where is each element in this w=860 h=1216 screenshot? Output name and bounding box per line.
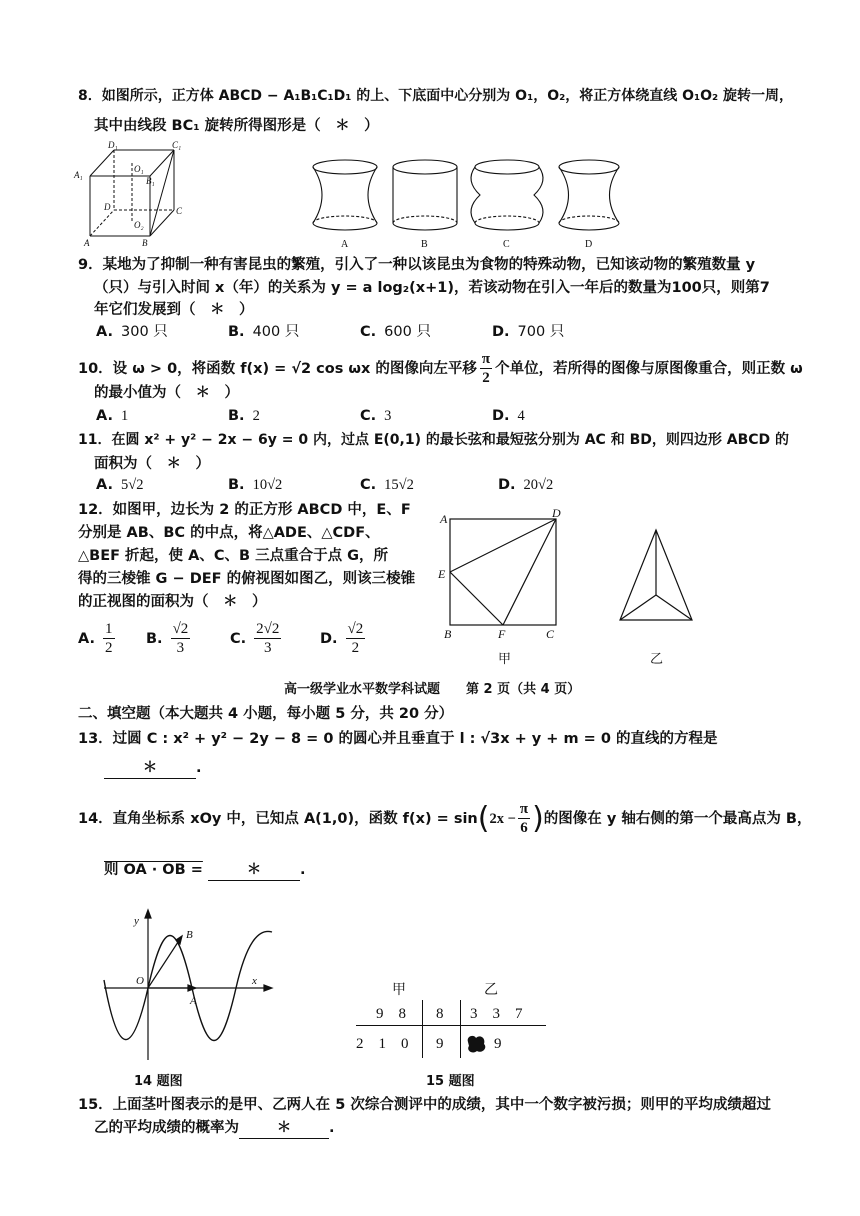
q9-line1: 9．某地为了抑制一种有害昆虫的繁殖，引入了一种以该昆虫为食物的特殊动物，已知该动物的繁殖数量 y [78,257,756,273]
row1-stem: 8 [436,1006,444,1022]
q9-option-d: D. 700 只 [492,324,565,340]
q10-option-a: A. 1 [96,408,129,424]
q14-graph [100,908,280,1068]
fig-label-B: B [444,627,452,641]
choice-label-D: D [585,239,593,250]
q14-line2: 则 OA · OB = ＊ . [104,860,305,881]
q8-line2: 其中由线段 BC₁ 旋转所得图形是（ ＊ ） [94,118,379,134]
q11-option-c: C. 15√2 [360,477,414,493]
q15-line2: 乙的平均成绩的概率为 ＊ . [94,1118,335,1139]
q11-line2: 面积为（ ＊ ） [94,456,210,472]
stem-header-yi: 乙 [484,982,498,998]
label-A1: A₁ [74,170,83,180]
label-B: B [142,238,148,248]
row2-stem: 9 [436,1036,444,1052]
label-C: C [176,206,183,216]
q8-choice-figures [300,155,620,255]
q9-line3: 年它们发展到（ ＊ ） [94,302,254,318]
q11-option-d: D. 20√2 [498,477,554,493]
q15-stem-leaf [356,980,556,1060]
section-heading: 二、填空题（本大题共 4 小题，每小题 5 分，共 20 分） [78,706,454,722]
q15-blank[interactable]: ＊ [239,1118,329,1139]
q8-line1: 8．如图所示，正方体 ABCD − A₁B₁C₁D₁ 的上、下底面中心分别为 O₁，O₂，将正方体绕直线 O₁O₂ 旋转一周， [78,88,794,104]
q15-line1: 15．上面茎叶图表示的是甲、乙两人在 5 次综合测评中的成绩，其中一个数字被污损；则甲的平均成绩超过 [78,1097,771,1113]
q12-figure-jia [436,505,576,670]
row2-right: 9 [494,1036,502,1052]
graph-label-O: O [136,975,144,987]
row1-right: 3 3 7 [470,1006,523,1022]
q10-line2: 的最小值为（ ＊ ） [94,385,239,401]
q12-line5: 的正视图的面积为（ ＊ ） [78,594,267,610]
label-C1: C₁ [172,140,182,150]
q10-option-c: C. 3 [360,408,392,424]
stem-header-jia: 甲 [392,982,406,998]
q9-option-b: B. 400 只 [228,324,300,340]
label-D: D [104,202,111,212]
q9-option-c: C. 600 只 [360,324,431,340]
choice-label-C: C [503,239,510,250]
choice-label-A: A [341,239,349,250]
q13-line1: 13．过圆 C : x² + y² − 2y − 8 = 0 的圆心并且垂直于 l : √3x + y + m = 0 的直线的方程是 [78,731,718,747]
row2-left: 2 1 0 [356,1036,409,1052]
q13-answer: ＊ . [104,758,202,779]
q12-line4: 得的三棱锥 G − DEF 的俯视图如图乙，则该三棱锥 [78,571,416,587]
graph-label-y: y [134,915,139,927]
q12-option-c: C. $\frac{2√2}{3}$ [230,621,280,656]
caption-yi: 乙 [650,652,664,667]
q12-option-d: D. $\frac{√2}{2}$ [320,621,364,656]
label-O2: O₂ [134,220,144,230]
q14-caption: 14 题图 [134,1074,183,1089]
q10-option-d: D. 4 [492,408,525,424]
q9-option-a: A. 300 只 [96,324,168,340]
label-A: A [84,238,90,248]
q11-line1: 11．在圆 x² + y² − 2x − 6y = 0 内，过点 E(0,1) 的最长弦和最短弦分别为 AC 和 BD，则四边形 ABCD 的 [78,432,790,448]
label-D1: D₁ [108,140,118,150]
label-O1: O₁ [134,164,144,174]
fig-label-D: D [552,506,561,520]
fig-label-A: A [440,512,448,526]
label-B1: B₁ [146,176,155,186]
q14-blank[interactable]: ＊ [208,860,300,881]
graph-label-A: A [190,995,197,1007]
fig-label-C: C [546,627,555,641]
q13-blank[interactable]: ＊ [104,758,196,779]
q12-option-b: B. $\frac{√2}{3}$ [146,621,189,656]
row1-left: 9 8 [376,1006,407,1022]
q12-figure-yi [612,520,702,670]
q12-option-a: A. $\frac{1}{2}$ [78,621,113,656]
q11-option-a: A. 5√2 [96,477,144,493]
q12-line2: 分别是 AB、BC 的中点，将△ADE、△CDF、 [78,525,380,541]
caption-jia: 甲 [498,652,512,667]
q9-line2: （只）与引入时间 x（年）的关系为 y = a log₂(x+1)，若该动物在引入一年后的数量为100只，则第7 [94,280,770,296]
graph-label-B: B [186,929,193,941]
page-footer: 高一级学业水平数学科试题 第 2 页（共 4 页） [284,682,581,697]
q15-caption: 15 题图 [426,1074,475,1089]
fig-label-E: E [438,567,446,581]
q12-line1: 12．如图甲，边长为 2 的正方形 ABCD 中，E、F [78,502,411,518]
choice-label-B: B [421,239,428,250]
graph-label-x: x [252,975,257,987]
q8-cube-figure [72,138,202,250]
q11-option-b: B. 10√2 [228,477,283,493]
q14-line1: 14．直角坐标系 xOy 中，已知点 A(1,0)，函数 f(x) = sin ( 2x − $\frac{\pi}{6}$ ) 的图像在 y 轴右侧的第一个最高点为 B， [78,800,812,836]
q10-line1: 10．设 ω > 0，将函数 f(x) = √2 cos ωx 的图像向左平移 $\frac{\pi}{2}$ 个单位，若所得的图像与原图像重合，则正数 ω [78,351,803,386]
q10-option-b: B. 2 [228,408,260,424]
ink-blot-icon [464,1032,488,1056]
fig-label-F: F [498,627,506,641]
q12-line3: △BEF 折起，使 A、C、B 三点重合于点 G，所 [78,548,389,564]
